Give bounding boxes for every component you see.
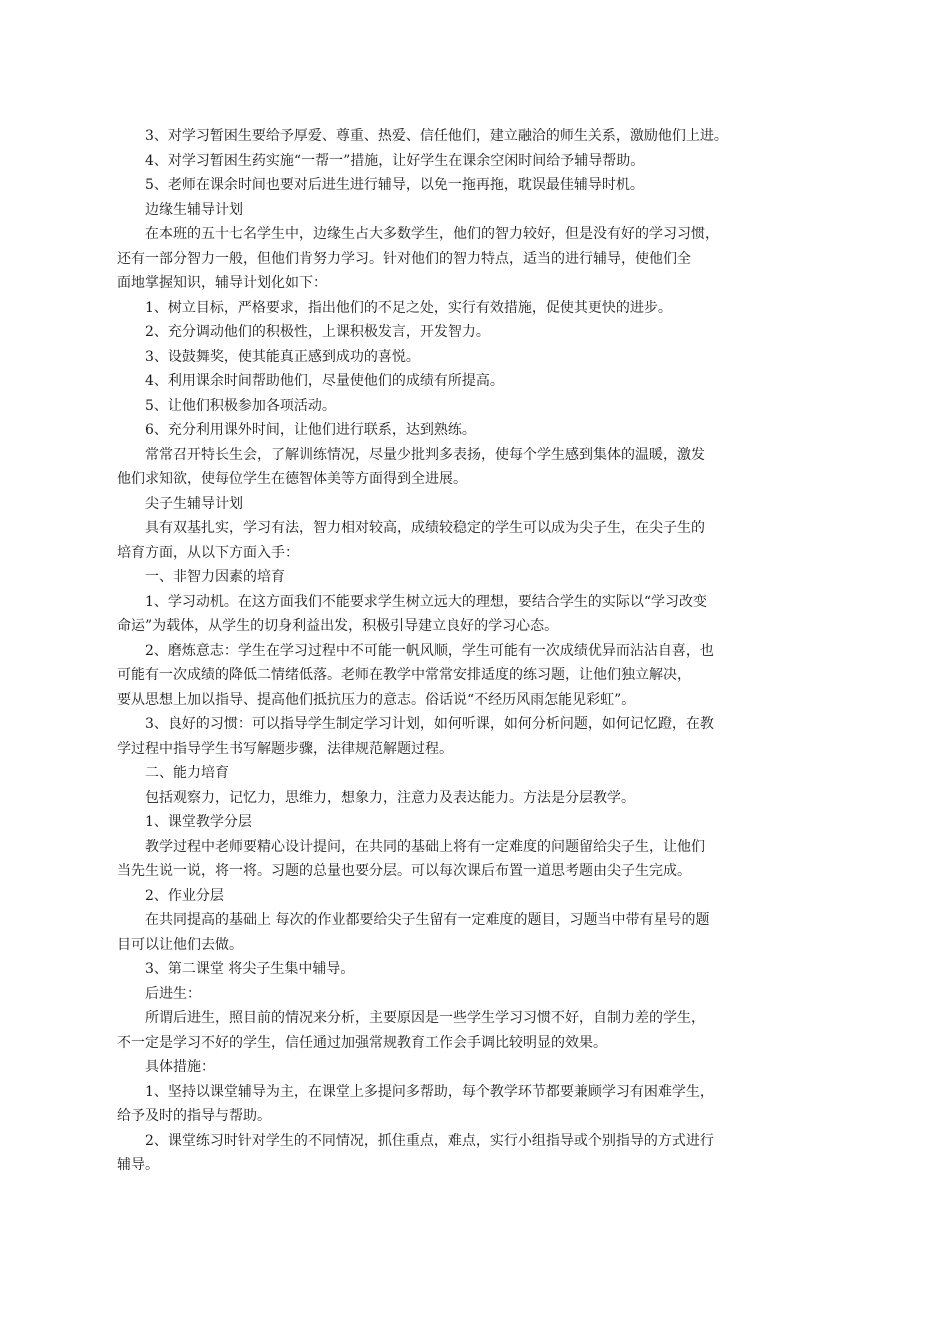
text-line: 可能有一次成绩的降低二情绪低落。老师在教学中常常安排适度的练习题，让他们独立解决， <box>117 667 691 683</box>
text-line: 常常召开特长生会，了解训练情况，尽量少批判多表扬，使每个学生感到集体的温暖，激发 <box>145 446 705 463</box>
paragraph <box>117 908 817 957</box>
paragraph <box>117 149 817 174</box>
text-line: 面地掌握知识，辅导计划化如下： <box>117 275 327 291</box>
text-line: 6、充分利用课外时间，让他们进行联系，达到熟练。 <box>145 422 476 438</box>
text-line: 4、对学习暂困生药实施“一帮一”措施，让好学生在课余空闲时间给予辅导帮助。 <box>145 152 645 169</box>
text-line: 教学过程中老师要精心设计提问，在共同的基础上将有一定难度的问题留给尖子生，让他们 <box>145 838 705 855</box>
list-item <box>117 345 817 370</box>
paragraph <box>117 835 817 884</box>
text-line: 命运”为载体，从学生的切身利益出发，积极引导建立良好的学习心态。 <box>117 618 559 634</box>
heading-text: 具体措施： <box>145 1059 215 1075</box>
text-line: 不一定是学习不好的学生，信任通过加强常规教育工作会手调比较明显的效果。 <box>117 1034 607 1051</box>
text-line: 还有一部分智力一般，但他们肯努力学习。针对他们的智力特点，适当的进行辅导，使他们全 <box>117 250 691 267</box>
subsection-heading <box>117 761 817 786</box>
text-line: 包括观察力，记忆力，思维力，想象力，注意力及表达能力。方法是分层教学。 <box>145 789 635 806</box>
list-item <box>117 320 817 345</box>
list-item <box>117 394 817 419</box>
heading-text: 一、非智力因素的培育 <box>145 569 285 585</box>
text-line: 4、利用课余时间帮助他们，尽量使他们的成绩有所提高。 <box>145 373 504 389</box>
text-line: 3、良好的习惯：可以指导学生制定学习计划，如何听课，如何分析问题，如何记忆蹬，在教 <box>145 716 714 732</box>
text-line: 培育方面，从以下方面入手： <box>117 544 299 561</box>
text-line: 目可以让他们去做。 <box>117 936 243 953</box>
heading-text: 后进生： <box>145 985 201 1002</box>
subsection-heading <box>117 1055 817 1080</box>
heading-text: 二、能力培育 <box>145 765 229 781</box>
paragraph <box>117 1006 817 1055</box>
list-item <box>117 639 817 713</box>
document-page <box>117 124 817 1178</box>
text-line: 学过程中指导学生书写解题步骤，法律规范解题过程。 <box>117 740 453 757</box>
text-line: 2、磨炼意志：学生在学习过程中不可能一帆风顺，学生可能有一次成绩优异而沾沾自喜，也 <box>145 642 714 659</box>
heading-text: 边缘生辅导计划 <box>145 201 243 218</box>
list-item <box>117 590 817 639</box>
paragraph <box>117 516 817 565</box>
text-line: 2、充分调动他们的积极性，上课积极发言，开发智力。 <box>145 324 490 340</box>
text-line: 2、课堂练习时针对学生的不同情况，抓住重点，难点，实行小组指导或个别指导的方式进行 <box>145 1132 714 1149</box>
section-heading <box>117 198 817 223</box>
list-item <box>117 1129 817 1178</box>
subsection-heading <box>117 565 817 590</box>
list-item <box>117 884 817 909</box>
text-line: 当先生说一说，将一将。习题的总量也要分层。可以每次课后布置一道思考题由尖子生完成。 <box>117 863 691 879</box>
text-line: 3、对学习暂困生要给予厚爱、尊重、热爱、信任他们，建立融洽的师生关系，激励他们上进。 <box>145 128 728 144</box>
text-line: 2、作业分层 <box>145 887 224 904</box>
text-line: 1、坚持以课堂辅导为主，在课堂上多提问多帮助，每个教学环节都要兼顾学习有困难学生， <box>145 1083 714 1100</box>
text-line: 5、老师在课余时间也要对后进生进行辅导，以免一拖再拖，耽误最佳辅导时机。 <box>145 177 644 193</box>
text-line: 1、课堂教学分层 <box>145 814 252 830</box>
text-line: 所谓后进生，照目前的情况来分析，主要原因是一些学生学习习惯不好，自制力差的学生， <box>145 1010 705 1026</box>
text-line: 他们求知欲，使每位学生在德智体美等方面得到全进展。 <box>117 471 467 487</box>
text-line: 在共同提高的基础上 每次的作业都要给尖子生留有一定难度的题目，习题当中带有星号的题 <box>145 912 710 928</box>
paragraph <box>117 173 817 198</box>
list-item <box>117 369 817 394</box>
list-item <box>117 1080 817 1129</box>
list-item <box>117 712 817 761</box>
paragraph <box>117 124 817 149</box>
text-line: 在本班的五十七名学生中，边缘生占大多数学生，他们的智力较好，但是没有好的学习习惯， <box>145 226 719 242</box>
paragraph <box>117 786 817 811</box>
heading-text: 尖子生辅导计划 <box>145 495 243 512</box>
list-item <box>117 296 817 321</box>
paragraph <box>117 222 817 296</box>
paragraph <box>117 443 817 492</box>
list-item <box>117 957 817 982</box>
text-line: 1、学习动机。在这方面我们不能要求学生树立远大的理想，要结合学生的实际以“学习改变 <box>145 593 708 610</box>
text-line: 3、第二课堂 将尖子生集中辅导。 <box>145 961 355 977</box>
text-line: 1、树立目标，严格要求，指出他们的不足之处，实行有效措施，促使其更快的进步。 <box>145 299 672 316</box>
list-item <box>117 418 817 443</box>
text-line: 具有双基扎实，学习有法，智力相对较高，成绩较稳定的学生可以成为尖子生，在尖子生的 <box>145 520 705 536</box>
text-line: 给予及时的指导与帮助。 <box>117 1108 271 1124</box>
section-heading <box>117 982 817 1007</box>
text-line: 3、设鼓舞奖，使其能真正感到成功的喜悦。 <box>145 348 420 365</box>
section-heading <box>117 492 817 517</box>
text-line: 5、让他们积极参加各项活动。 <box>145 397 336 414</box>
list-item <box>117 810 817 835</box>
text-line: 要从思想上加以指导、提高他们抵抗压力的意志。俗话说“不经历风雨怎能见彩虹”。 <box>117 691 636 708</box>
text-line: 辅导。 <box>117 1157 159 1173</box>
